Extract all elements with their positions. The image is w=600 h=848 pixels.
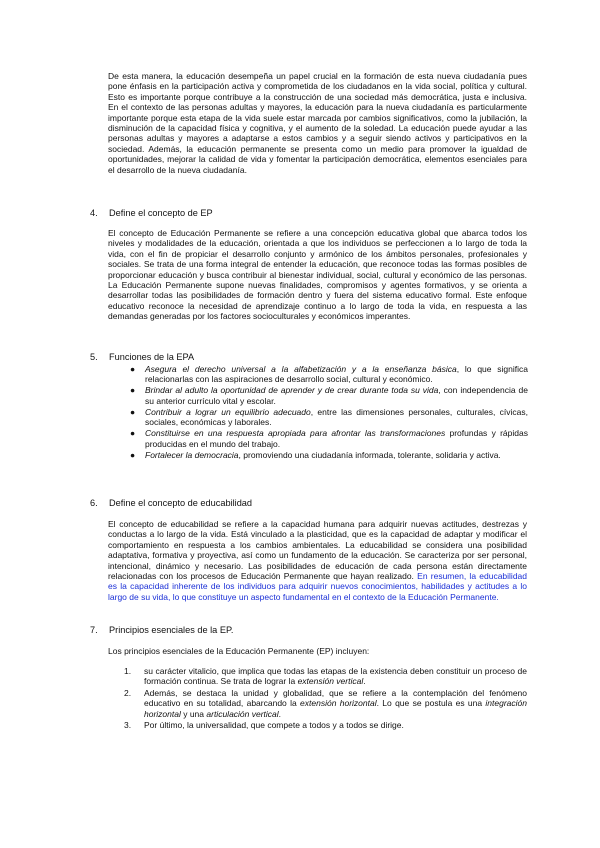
item-number: 2. bbox=[124, 687, 132, 698]
list-item: ● Brindar al adulto la oportunidad de aprender y de crear durante toda su vida, con independencia de su anterior currículo vital y escolar. bbox=[130, 385, 529, 406]
section-number: 4. bbox=[90, 208, 98, 218]
section-7-heading bbox=[90, 625, 233, 636]
bullet-icon: ● bbox=[130, 406, 136, 417]
section-title: Principios esenciales de la EP. bbox=[109, 625, 234, 635]
list-item: ● Asegura el derecho universal a la alfabetización y a la enseñanza básica, lo que significa relacionarlas con las aspiraciones de desarrollo social, cultural y económico. bbox=[130, 364, 528, 385]
section-title: Define el concepto de educabilidad bbox=[109, 498, 253, 508]
summary-highlight: En resumen, la educabilidad es la capacidad inherente de los individuos para adquirir nuevos conocimientos, habilidades y actitudes a lo largo de su vida, lo que constituye un aspecto fundamental en el contexto de la Educación Permanente. bbox=[108, 571, 528, 602]
list-item: ● Contribuir a lograr un equilibrio adecuado, entre las dimensiones personales, culturales, cívicas, sociales, económicas y laborales. bbox=[130, 406, 529, 428]
list-item: 2. Además, se destaca la unidad y globalidad, que se refiere a la contemplación del fenómeno educativo en su totalidad, abarcando la extensión horizontal. Lo que se postula es una integración horizontal y una articulación vertical. bbox=[124, 687, 528, 719]
list-item: 3. Por último, la universalidad, que compete a todos y a todos se dirige. bbox=[124, 720, 404, 731]
bullet-icon: ● bbox=[130, 385, 136, 396]
bullet-icon: ● bbox=[130, 449, 136, 460]
section-6-heading bbox=[90, 498, 252, 509]
section-number: 6. bbox=[90, 498, 98, 508]
section-7-intro: Los principios esenciales de la Educación Permanente (EP) incluyen: bbox=[108, 646, 370, 656]
section-4-heading bbox=[90, 208, 213, 219]
item-number: 3. bbox=[124, 720, 132, 731]
list-item: ● Fortalecer la democracia, promoviendo una ciudadanía informada, tolerante, solidaria y activa. bbox=[130, 449, 501, 460]
bullet-icon: ● bbox=[130, 364, 136, 374]
section-4-body: El concepto de Educación Permanente se refiere a una concepción educativa global que abarca todos los niveles y modalidades de la educación, orientada a que los individuos se perfeccionen a lo largo de toda la vida, con el fin de propiciar el desarrollo conjunto y armónico de los ámbitos personales, profesionales y sociales. Se trata de una forma integral de entender la educación, que reconoce todas las formas posibles de proporcionar educación y busca contribuir al bienestar individual, social, cultural y económico de las personas. La Educación Permanente supone nuevas finalidades, compromisos y agentes formativos, y se orienta a desarrollar todas las posibilidades de formación dentro y fuera del sistema educativo formal. Este enfoque educativo reconoce la necesidad de aprendizaje continuo a lo largo de toda la vida, en respuesta a las demandas generadas por los factores socioculturales y económicos imperantes. bbox=[108, 228, 527, 322]
functions-list bbox=[128, 364, 528, 461]
bullet-icon: ● bbox=[130, 428, 136, 439]
section-6-body: El concepto de educabilidad se refiere a la capacidad humana para adquirir nuevas actitudes, destrezas y conductas a lo largo de la vida. Está vinculado a la plasticidad, que es la capacidad de adaptar y modificar el comportamiento en respuesta a los cambios ambientales. La educabilidad se considera una posibilidad adaptativa, formativa y proyectiva, así como un fundamento de la educación. Se caracteriza por ser personal, intencional, dinámico y necesario. Las posibilidades de educación de cada persona están directamente relacionadas con los procesos de Educación Permanente que hayan realizado. En resumen, la educabilidad es la capacidad inherente de los individuos para adquirir nuevos conocimientos, habilidades y actitudes a lo largo de su vida, lo que constituye un aspecto fundamental en el contexto de la Educación Permanente. bbox=[108, 519, 528, 602]
principles-list bbox=[124, 666, 527, 731]
list-item: ● Constituirse en una respuesta apropiada para afrontar las transformaciones profundas y rápidas producidas en el mundo del trabajo. bbox=[130, 428, 528, 449]
section-title: Funciones de la EPA bbox=[109, 352, 195, 362]
section-title: Define el concepto de EP bbox=[109, 208, 213, 218]
list-item: 1. su carácter vitalicio, que implica que todas las etapas de la existencia deben constituir un proceso de formación continua. Se trata de lograr la extensión vertical. bbox=[124, 666, 527, 687]
item-number: 1. bbox=[124, 666, 132, 676]
section-5-heading bbox=[90, 352, 194, 363]
section-number: 5. bbox=[90, 352, 98, 362]
section-number: 7. bbox=[90, 625, 98, 635]
intro-paragraph: De esta manera, la educación desempeña un papel crucial en la formación de esta nueva ciudadanía pues pone énfasis en la participación activa y comprometida de los ciudadanos en la vida social, política y cultural. Esto es importante porque contribuye a la construcción de una sociedad más democrática, justa e inclusiva. En el contexto de las personas adultas y mayores, la educación para la nueva ciudadanía es particularmente importante porque esta etapa de la vida suele estar marcada por cambios significativos, como la jubilación, la disminución de la capacidad física y cognitiva, y el aumento de la soledad. La educación puede ayudar a las personas adultas y mayores a adaptarse a estos cambios y a seguir siendo activos y participativos en la sociedad. Además, la educación permanente se presenta como un medio para promover la igualdad de oportunidades, mejorar la calidad de vida y fomentar la participación democrática, elementos esenciales para el desarrollo de la nueva ciudadanía. bbox=[108, 71, 527, 175]
